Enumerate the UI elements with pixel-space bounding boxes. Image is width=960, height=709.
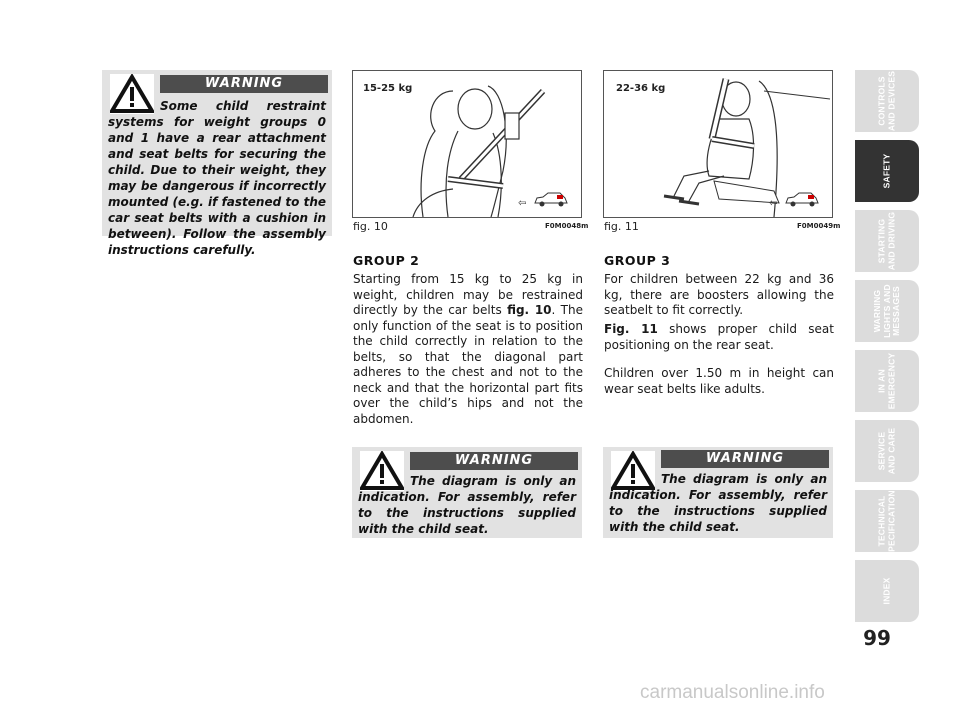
tab-safety[interactable] — [855, 140, 919, 202]
figure-11-code: F0M0049m — [797, 222, 841, 230]
warning-box-2 — [352, 447, 582, 538]
group-3-text: shows proper child seat positioning on the rear seat. — [604, 322, 834, 352]
tab-technical-specifications[interactable] — [855, 484, 919, 558]
figure-10 — [352, 70, 582, 218]
figure-11 — [603, 70, 833, 218]
group-2-paragraph — [353, 272, 583, 427]
tab-label: TECHNICAL SPECIFICATIONS — [876, 484, 896, 558]
warning-text: Some child restraint systems for weight groups 0 and 1 have a rear attachment and seat belts for securing the child. Due to their weight, they may be dangerous if incorrectly mounted (e.g. if fastened to the car seat belts with a cushion in between). Follow the assembly instructions carefully. — [108, 99, 326, 257]
warning-box-1 — [102, 70, 332, 257]
group-3-paragraph-3: Children over 1.50 m in height can wear seat belts like adults. — [604, 366, 834, 396]
warning-title: WARNING — [661, 450, 829, 468]
tab-in-an-emergency[interactable] — [855, 350, 919, 412]
arrow-left-icon: ⇦ — [769, 198, 778, 209]
tab-label: INDEX — [881, 577, 892, 605]
group-2-text-a: Starting from 15 kg to 25 kg in weight, children may be restrained directly by the car belts — [353, 272, 583, 317]
tab-label: STARTING AND DRIVING — [876, 211, 896, 271]
group-3-paragraph-1: For children between 22 kg and 36 kg, there are boosters allowing the seatbelt to fit correctly. — [604, 272, 834, 317]
warning-text: The diagram is only an indication. For assembly, refer to the instructions supplied with the child seat. — [609, 472, 827, 534]
figure-reference: fig. 10 — [507, 303, 552, 317]
page-number: 99 — [863, 626, 891, 650]
tab-label: SAFETY — [881, 153, 892, 189]
watermark: carmanualsonline.info — [640, 682, 825, 703]
tab-starting-and-driving[interactable] — [855, 210, 919, 272]
group-3-heading: GROUP 3 — [604, 253, 671, 268]
tab-warning-lights-and-messages[interactable] — [855, 280, 919, 342]
tab-index[interactable] — [855, 560, 919, 622]
tab-service-and-care[interactable] — [855, 420, 919, 482]
warning-text: The diagram is only an indication. For assembly, refer to the instructions supplied with the child seat. — [358, 474, 576, 536]
figure-11-label: fig. 11 — [604, 220, 639, 233]
tab-controls-and-devices[interactable] — [855, 70, 919, 132]
arrow-left-icon: ⇦ — [518, 198, 527, 209]
group-3-paragraph-2 — [604, 322, 834, 353]
warning-title: WARNING — [410, 452, 578, 470]
figure-reference: Fig. 11 — [604, 322, 658, 336]
tab-label: IN AN EMERGENCY — [876, 352, 896, 410]
car-silhouette-icon — [784, 191, 820, 207]
warning-box-3 — [603, 447, 833, 538]
car-silhouette-icon — [533, 191, 569, 207]
figure-weight-tag: 15-25 kg — [363, 83, 413, 94]
tab-label: WARNING LIGHTS AND MESSAGES — [871, 284, 901, 338]
group-2-heading: GROUP 2 — [353, 253, 420, 268]
warning-title: WARNING — [160, 75, 328, 93]
figure-10-label: fig. 10 — [353, 220, 388, 233]
group-2-text-b: . The only function of the seat is to position the child correctly in relation to the belts, so that the diagonal part adheres to the chest and not to the neck and that the horizontal part fits over the child’s hips and not the abdomen. — [353, 303, 583, 426]
tab-label: SERVICE AND CARE — [876, 427, 896, 475]
figure-weight-tag: 22-36 kg — [616, 83, 666, 94]
figure-10-code: F0M0048m — [545, 222, 589, 230]
tab-label: CONTROLS AND DEVICES — [876, 70, 896, 132]
